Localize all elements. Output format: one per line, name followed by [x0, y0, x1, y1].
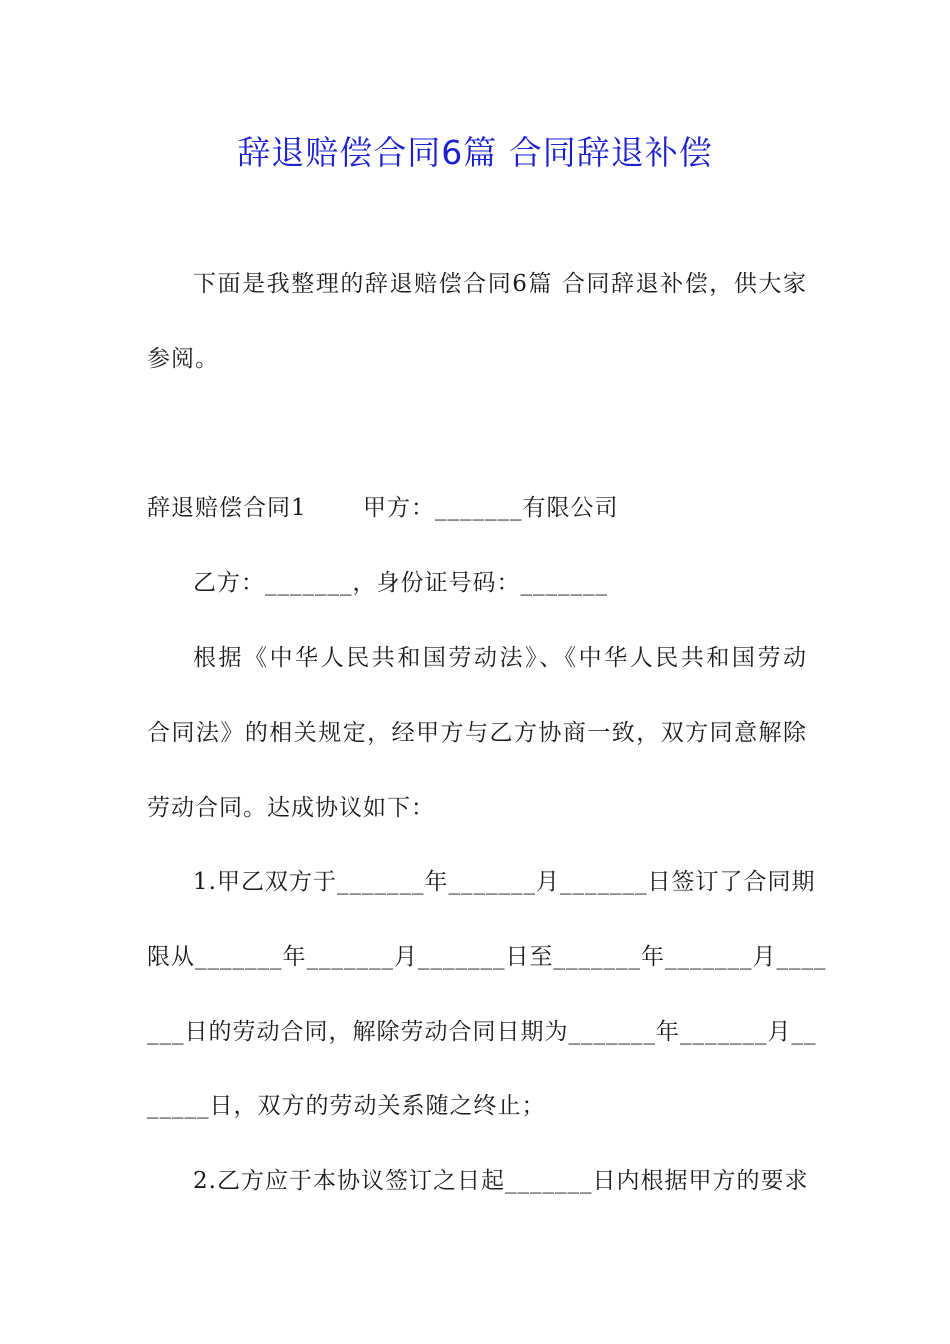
- document-title: 辞退赔偿合同6篇 合同辞退补偿: [237, 133, 713, 172]
- clause-1-line-1: 1.甲乙双方于_______年_______月_______日签订了合同期: [193, 869, 816, 895]
- intro-line-2: 参阅。: [147, 346, 219, 372]
- basis-line-2: 合同法》的相关规定，经甲方与乙方协商一致，双方同意解除: [147, 720, 807, 746]
- clause-2-line-1: 2.乙方应于本协议签订之日起_______日内根据甲方的要求: [193, 1168, 809, 1194]
- intro-line-1: 下面是我整理的辞退赔偿合同6篇 合同辞退补偿，供大家: [193, 271, 807, 297]
- contract-heading-line: 辞退赔偿合同1 甲方：_______有限公司: [147, 495, 619, 521]
- basis-line-3: 劳动合同。达成协议如下：: [147, 795, 435, 821]
- clause-1-line-4: _____日，双方的劳动关系随之终止；: [147, 1093, 546, 1119]
- clause-1-line-3: ___日的劳动合同，解除劳动合同日期为_______年_______月__: [147, 1019, 817, 1045]
- party-b-line: 乙方：_______，身份证号码：_______: [193, 570, 608, 596]
- clause-1-line-2: 限从_______年_______月_______日至_______年_______月____: [147, 944, 827, 970]
- basis-line-1: 根据《中华人民共和国劳动法》、《中华人民共和国劳动: [193, 645, 807, 671]
